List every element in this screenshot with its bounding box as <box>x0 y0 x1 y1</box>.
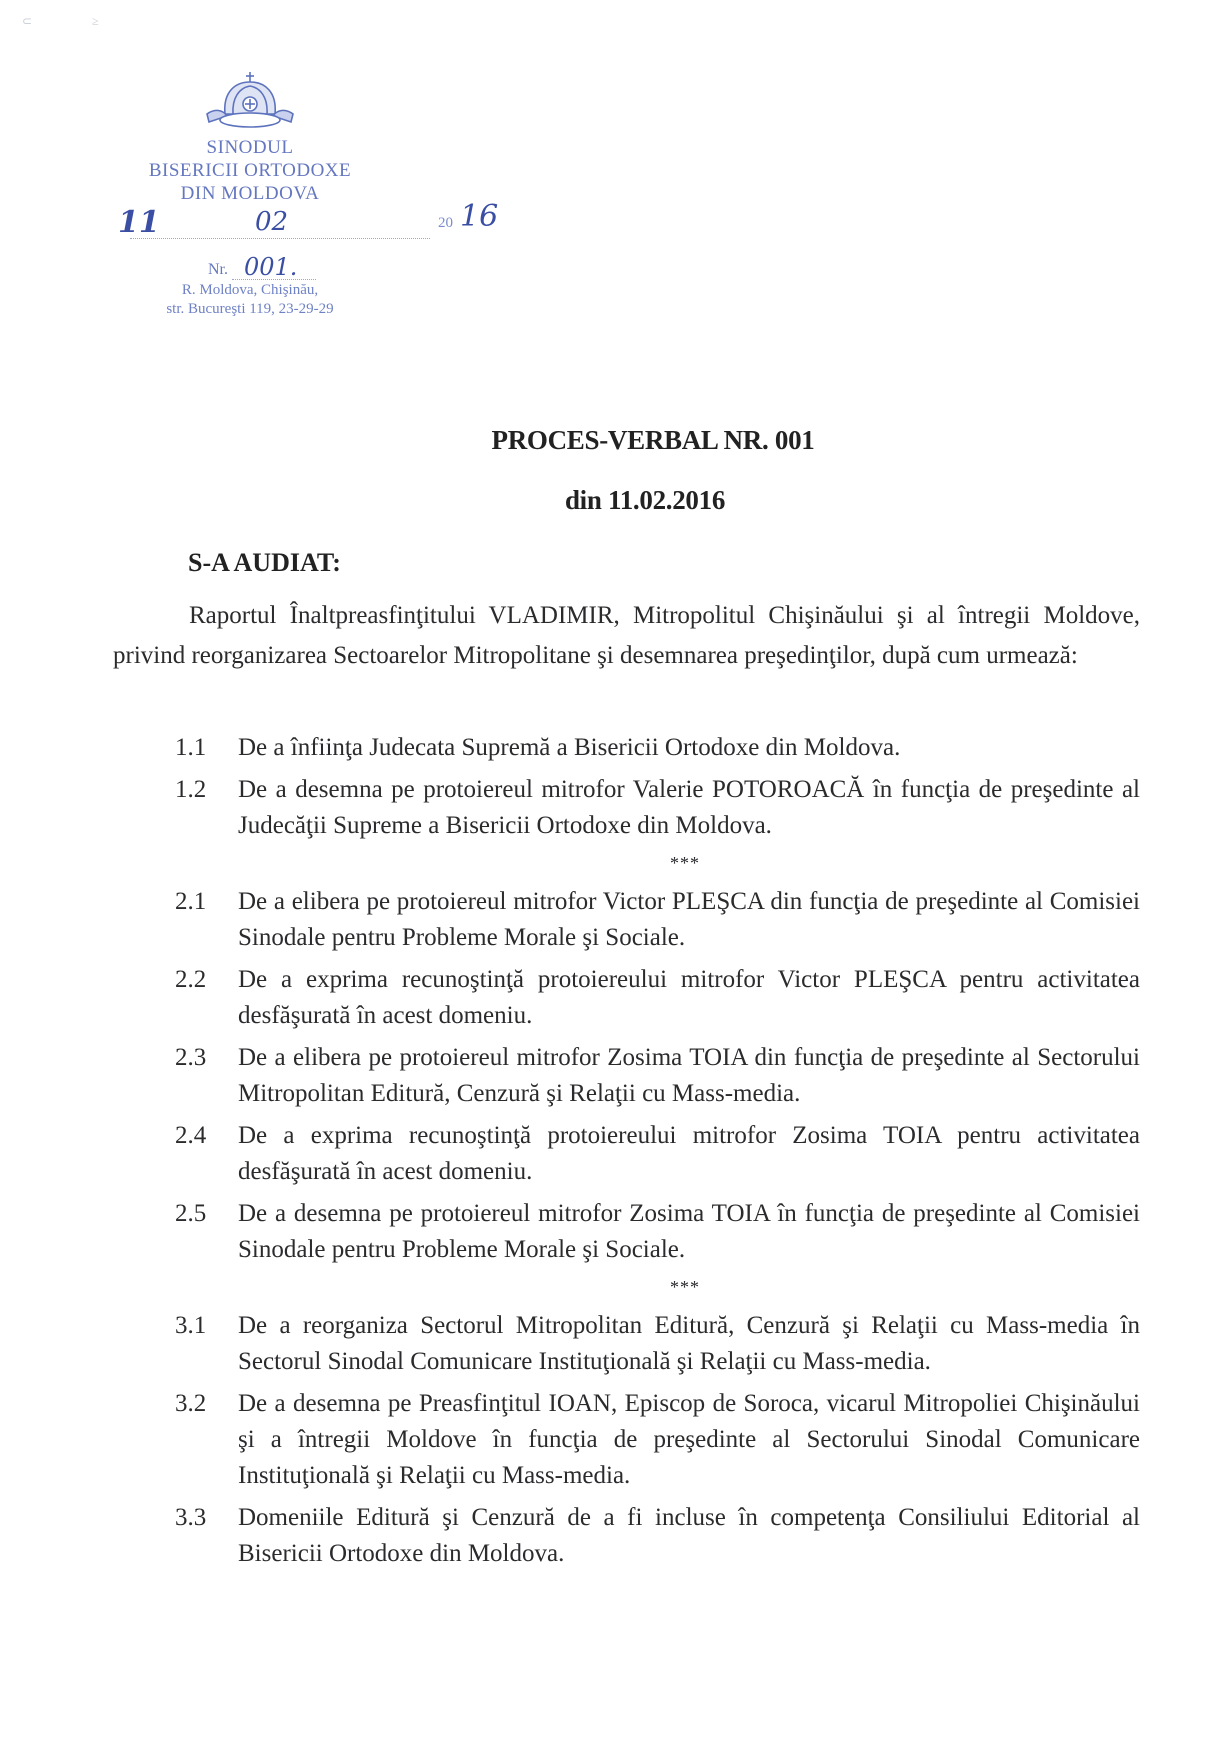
stamp-line: DIN MOLDOVA <box>180 183 320 204</box>
item-number: 2.1 <box>175 888 207 915</box>
list-item <box>175 730 1140 766</box>
document-body <box>113 596 1140 676</box>
item-number: 2.4 <box>175 1122 207 1149</box>
registration-stamp <box>118 70 499 319</box>
list-item <box>175 962 1140 1034</box>
number-label: Nr. <box>208 261 228 278</box>
section-separator: *** <box>670 1277 700 1297</box>
item-number: 3.3 <box>175 1504 207 1531</box>
list-item <box>175 1500 1140 1572</box>
item-number: 1.2 <box>175 776 207 803</box>
item-number: 2.2 <box>175 966 207 993</box>
item-text: De a desemna pe protoiereul mitrofor Zosima TOIA în funcţia de preşedinte al Comisiei Sinodale pentru Probleme Morale şi Sociale. <box>238 1200 1140 1263</box>
item-number: 1.1 <box>175 734 207 761</box>
list-item <box>175 1118 1140 1190</box>
date-underline <box>130 238 430 239</box>
stamp-address: R. Moldova, Chişinău, <box>181 282 319 298</box>
list-item <box>175 1386 1140 1494</box>
stamp-line: BISERICII ORTODOXE <box>148 160 352 181</box>
mitre-crown-icon <box>195 70 305 136</box>
stamp-number-row <box>120 251 380 281</box>
section-heading: S-A AUDIAT: <box>188 548 341 577</box>
item-text: Domeniile Editură şi Cenzură de a fi incluse în competenţa Consiliului Editorial al Bisericii Ortodoxe din Moldova. <box>238 1504 1140 1567</box>
handwritten-day: 11 <box>118 205 160 240</box>
list-item <box>175 1308 1140 1380</box>
item-number: 3.2 <box>175 1390 207 1417</box>
handwritten-year: 16 <box>460 199 499 234</box>
item-text: De a exprima recunoştinţă protoiereului mitrofor Victor PLEŞCA pentru activitatea desfăşurată în acest domeniu. <box>238 966 1140 1029</box>
document-date: din 11.02.2016 <box>564 485 726 515</box>
list-item <box>175 772 1140 844</box>
list-item <box>175 1196 1140 1268</box>
item-text: De a reorganiza Sectorul Mitropolitan Editură, Cenzură şi Relaţii cu Mass-media în Sectorul Sinodal Comunicare Instituţională şi Relaţii cu Mass-media. <box>238 1312 1140 1375</box>
scan-artifact: ⊂ <box>22 14 33 28</box>
intro-paragraph: Raportul Înaltpreasfinţitului VLADIMIR, Mitropolitul Chişinăului şi al întregii Moldove, privind reorganizarea Sectoarelor Mitropolitane şi desemnarea preşedinţilor, după cum urmează: <box>113 602 1140 669</box>
scan-artifact: ≥ <box>92 14 99 28</box>
decision-list <box>175 730 1140 1578</box>
stamp-address: str. Bucureşti 119, 23-29-29 <box>166 301 334 317</box>
item-text: De a desemna pe protoiereul mitrofor Valerie POTOROACĂ în funcţia de preşedinte al Judecăţii Supreme a Bisericii Ortodoxe din Moldova. <box>238 776 1140 839</box>
item-text: De a desemna pe Preasfinţitul IOAN, Episcop de Soroca, vicarul Mitropoliei Chişinăului şi a întregii Moldove în funcţia de preşedinte al Sectorului Sinodal Comunicare Instituţională şi Relaţii cu Mass-media. <box>238 1390 1140 1489</box>
handwritten-month: 02 <box>255 207 289 237</box>
item-number: 2.5 <box>175 1200 207 1227</box>
item-text: De a înfiinţa Judecata Supremă a Bisericii Ortodoxe din Moldova. <box>238 734 901 761</box>
year-prefix: 20 <box>438 215 453 231</box>
list-item <box>175 884 1140 956</box>
section-separator: *** <box>670 853 700 873</box>
document-title: PROCES-VERBAL NR. 001 <box>491 425 815 455</box>
handwritten-number: 001. <box>244 253 298 281</box>
item-number: 3.1 <box>175 1312 207 1339</box>
stamp-date-row <box>118 199 499 240</box>
item-text: De a elibera pe protoiereul mitrofor Victor PLEŞCA din funcţia de preşedinte al Comisiei Sinodale pentru Probleme Morale şi Sociale. <box>238 888 1140 951</box>
item-text: De a exprima recunoştinţă protoiereului mitrofor Zosima TOIA pentru activitatea desfăşurată în acest domeniu. <box>238 1122 1140 1185</box>
list-item <box>175 1040 1140 1112</box>
item-number: 2.3 <box>175 1044 207 1071</box>
item-text: De a elibera pe protoiereul mitrofor Zosima TOIA din funcţia de preşedinte al Sectorului Mitropolitan Editură, Cenzură şi Relaţii cu Mass-media. <box>238 1044 1140 1107</box>
stamp-line: SINODUL <box>206 137 294 158</box>
